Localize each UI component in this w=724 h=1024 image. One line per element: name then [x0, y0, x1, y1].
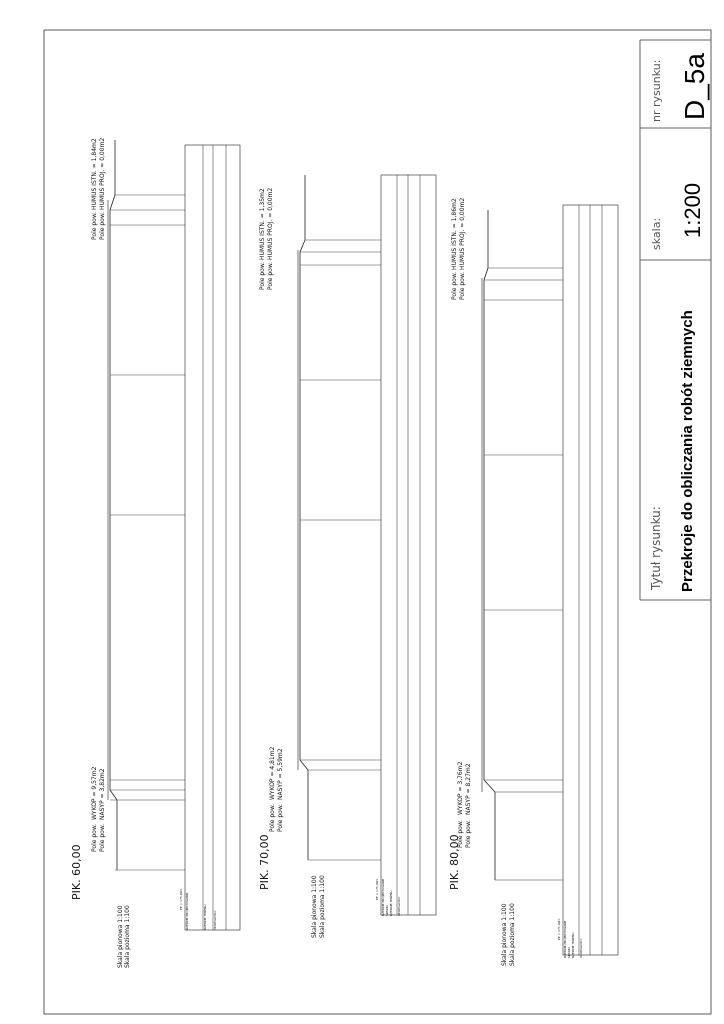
- scale-horizontal: Skala pozioma 1:100: [509, 903, 516, 966]
- humus-istn: Pole pow. HUMUS ISTN. = 1,86m2: [451, 198, 458, 300]
- scale-horizontal: Skala pozioma 1:100: [319, 875, 326, 938]
- scale-vertical: Skala pionowa 1:100: [311, 875, 318, 938]
- wykop-area: WYKOP = 9,57m2: [91, 766, 98, 820]
- pole-pow-1: Pole pow.: [269, 803, 276, 832]
- pole-pow-2: Pole pow.: [99, 823, 106, 852]
- pole-pow-1: Pole pow.: [457, 819, 464, 848]
- pik-label: PIK. 70,00: [258, 834, 271, 890]
- number-value: D_5a: [679, 53, 710, 120]
- number-label: nr rysunku:: [650, 59, 663, 122]
- nasyp-area: NASYP = 3,82m2: [99, 768, 106, 820]
- title-block: [640, 40, 711, 600]
- row-label: ODLEGLOSCI: [579, 938, 583, 958]
- nasyp-area: NASYP = 5,59m2: [277, 748, 284, 800]
- pole-pow-1: Pole pow.: [91, 823, 98, 852]
- row-label: RZEDNE TERENU: [571, 932, 575, 958]
- scale-value: 1:200: [680, 182, 705, 238]
- reference-level: PP = 175,00m: [179, 888, 183, 910]
- drawing-title: Przekroje do obliczania robót ziemnych: [679, 310, 696, 592]
- humus-proj: Pole pow. HUMUS PROJ. = 0,00m2: [267, 187, 274, 290]
- scale-vertical: Skala pionowa 1:100: [117, 905, 124, 968]
- wykop-area: WYKOP = 3,76m2: [457, 761, 464, 815]
- row-label: RZEDNE TERENU: [203, 904, 207, 930]
- sheet-frame: [44, 30, 711, 1014]
- nasyp-area: NASYP = 8,27m2: [465, 763, 472, 815]
- row-label: ODLEGLOSCI: [397, 896, 401, 916]
- row-label: RZEDNE PROJEKTOWANE: [381, 878, 385, 916]
- row-label: SPADKI: [385, 905, 389, 916]
- row-label: RZEDNE PROJEKTOWANE: [185, 892, 189, 930]
- scale-label: skala:: [650, 217, 663, 250]
- pole-pow-2: Pole pow.: [277, 803, 284, 832]
- cross-section-pik-80: [448, 198, 618, 966]
- cross-section-pik-70: [258, 175, 436, 938]
- pik-label: PIK. 80,00: [448, 834, 461, 890]
- scale-vertical: Skala pionowa 1:100: [501, 903, 508, 966]
- humus-istn: Pole pow. HUMUS ISTN. = 1,84m2: [91, 138, 98, 240]
- scale-horizontal: Skala pozioma 1:100: [124, 905, 131, 968]
- drawing-title-label: Tytuł rysunku:: [649, 506, 663, 590]
- pik-label: PIK. 60,00: [70, 844, 83, 900]
- pole-pow-2: Pole pow.: [465, 819, 472, 848]
- reference-level: PP = 175,00m: [557, 918, 561, 940]
- row-label: RZEDNE TERENU: [389, 890, 393, 916]
- row-label: ODLEGLOSCI: [213, 910, 217, 930]
- wykop-area: WYKOP = 4,81m2: [269, 746, 276, 800]
- humus-istn: Pole pow. HUMUS ISTN. = 1,35m2: [259, 188, 266, 290]
- reference-level: PP = 175,00m: [375, 878, 379, 900]
- row-label: SPADKI: [567, 947, 571, 958]
- cross-section-pik-60: [70, 138, 240, 968]
- humus-proj: Pole pow. HUMUS PROJ. = 0,00m2: [459, 197, 466, 300]
- row-label: RZEDNE PROJEKTOWANE: [563, 920, 567, 958]
- humus-proj: Pole pow. HUMUS PROJ. = 0,00m2: [99, 137, 106, 240]
